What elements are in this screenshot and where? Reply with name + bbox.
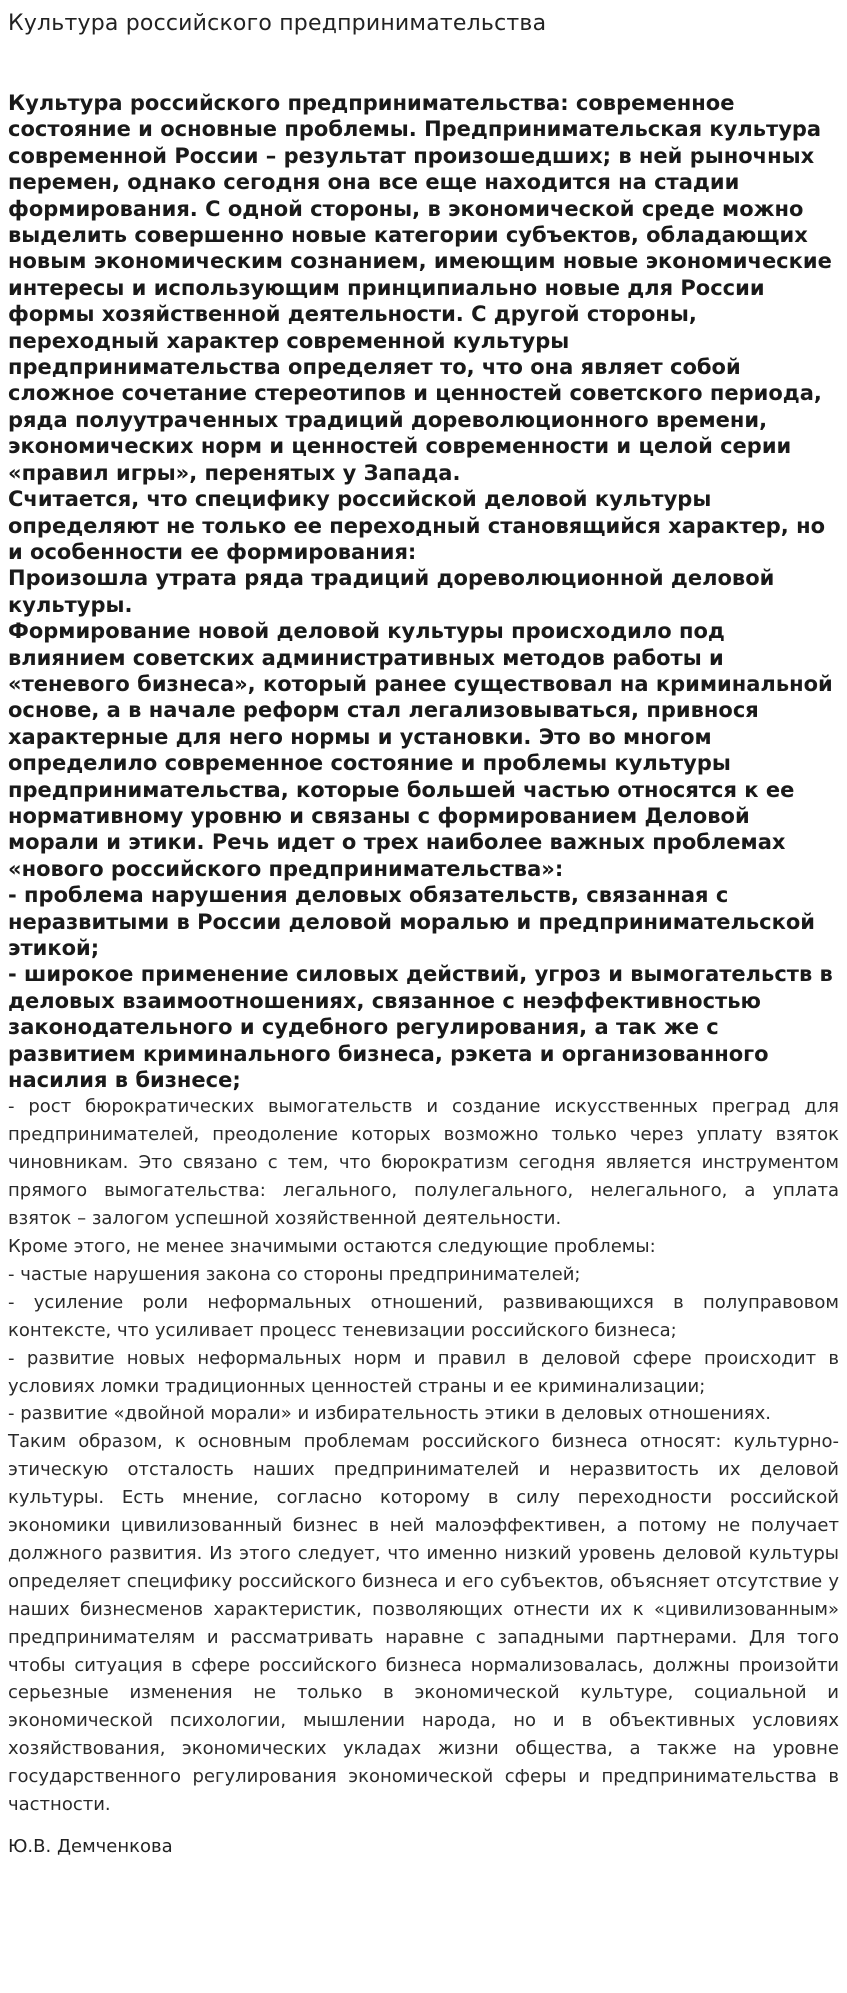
plain-list-item: - развитие «двойной морали» и избирательность этики в деловых отношениях. [8,1403,772,1425]
bold-paragraph: Считается, что специфику российской деловой культуры определяют не только ее переходный становящийся характер, но и особенности ее формирования: [8,487,826,564]
plain-text-block [8,1093,839,1819]
bold-paragraph: Формирование новой деловой культуры происходило под влиянием советских административных методов работы и «теневого бизнеса», который ранее существовал на криминальной основе, а в начале реформ стал легализовываться, привнося характерные для него нормы и установки. Это во многом определило современное состояние и проблемы культуры предпринимательства, которые большей частью относятся к ее нормативному уровню и связаны с формированием Деловой морали и этики. Речь идет о трех наиболее важных проблемах «нового российского предпринимательства»: [8,619,833,881]
plain-list-item: - усиление роли неформальных отношений, развивающихся в полуправовом контексте, что усиливает процесс теневизации российского бизнеса; [8,1291,839,1341]
author-signature: Ю.В. Демченкова [8,1836,173,1857]
page-title: Культура российского предпринимательства [8,11,547,36]
bold-list-item: - проблема нарушения деловых обязательств, связанная с неразвитыми в России деловой моралью и предпринимательской этикой; [8,883,816,960]
plain-list-item: - развитие новых неформальных норм и правил в деловой сфере происходит в условиях ломки традиционных ценностей страны и ее криминализации; [8,1347,839,1397]
bold-paragraph: Произошла утрата ряда традиций дореволюционной деловой культуры. [8,566,775,617]
article [8,0,839,1859]
bold-text-block [8,90,839,1093]
plain-paragraph: Таким образом, к основным проблемам российского бизнеса относят: культурно-этическую отсталость наших предпринимателей и неразвитость их деловой культуры. Есть мнение, согласно которому в силу переходности российской экономики цивилизованный бизнес в ней малоэффективен, а потому не получает должного развития. Из этого следует, что именно низкий уровень деловой культуры определяет специфику российского бизнеса и его субъектов, объясняет отсутствие у наших бизнесменов характеристик, позволяющих отнести их к «цивилизованным» предпринимателям и рассматривать наравне с западными партнерами. Для того чтобы ситуация в сфере российского бизнеса нормализовалась, должны произойти серьезные изменения не только в экономической культуре, социальной и экономической психологии, мышлении народа, но и в объективных условиях хозяйствования, экономических укладах жизни общества, а также на уровне государственного регулирования экономической сферы и предпринимательства в частности. [8,1431,839,1816]
bold-list-item: - широкое применение силовых действий, угроз и вымогательств в деловых взаимоотношениях, связанное с неэффективностью законодательного и судебного регулирования, а так же с развитием криминального бизнеса, рэкета и организованного насилия в бизнесе; [8,962,833,1093]
plain-list-item: - рост бюрократических вымогательств и создание искусственных преград для предпринимателей, преодоление которых возможно только через уплату взяток чиновникам. Это связано с тем, что бюрократизм сегодня является инструментом прямого вымогательства: легального, полулегального, нелегального, а уплата взяток – залогом успешной хозяйственной деятельности. [8,1096,839,1230]
plain-paragraph: Кроме этого, не менее значимыми остаются следующие проблемы: [8,1235,656,1257]
plain-list-item: - частые нарушения закона со стороны предпринимателей; [8,1263,581,1285]
bold-paragraph: Культура российского предпринимательства: современное состояние и основные проблемы. Предпринимательская культура современной России – результат произошедших; в ней рыночных перемен, однако сегодня она все еще находится на стадии формирования. С одной стороны, в экономической среде можно выделить совершенно новые категории субъектов, обладающих новым экономическим сознанием, имеющим новые экономические интересы и использующим принципиально новые для России формы хозяйственной деятельности. С другой стороны, переходный характер современной культуры предпринимательства определяет то, что она являет собой сложное сочетание стереотипов и ценностей советского периода, ряда полуутраченных традиций дореволюционного времени, экономических норм и ценностей современности и целой серии «правил игры», перенятых у Запада. [8,91,832,485]
